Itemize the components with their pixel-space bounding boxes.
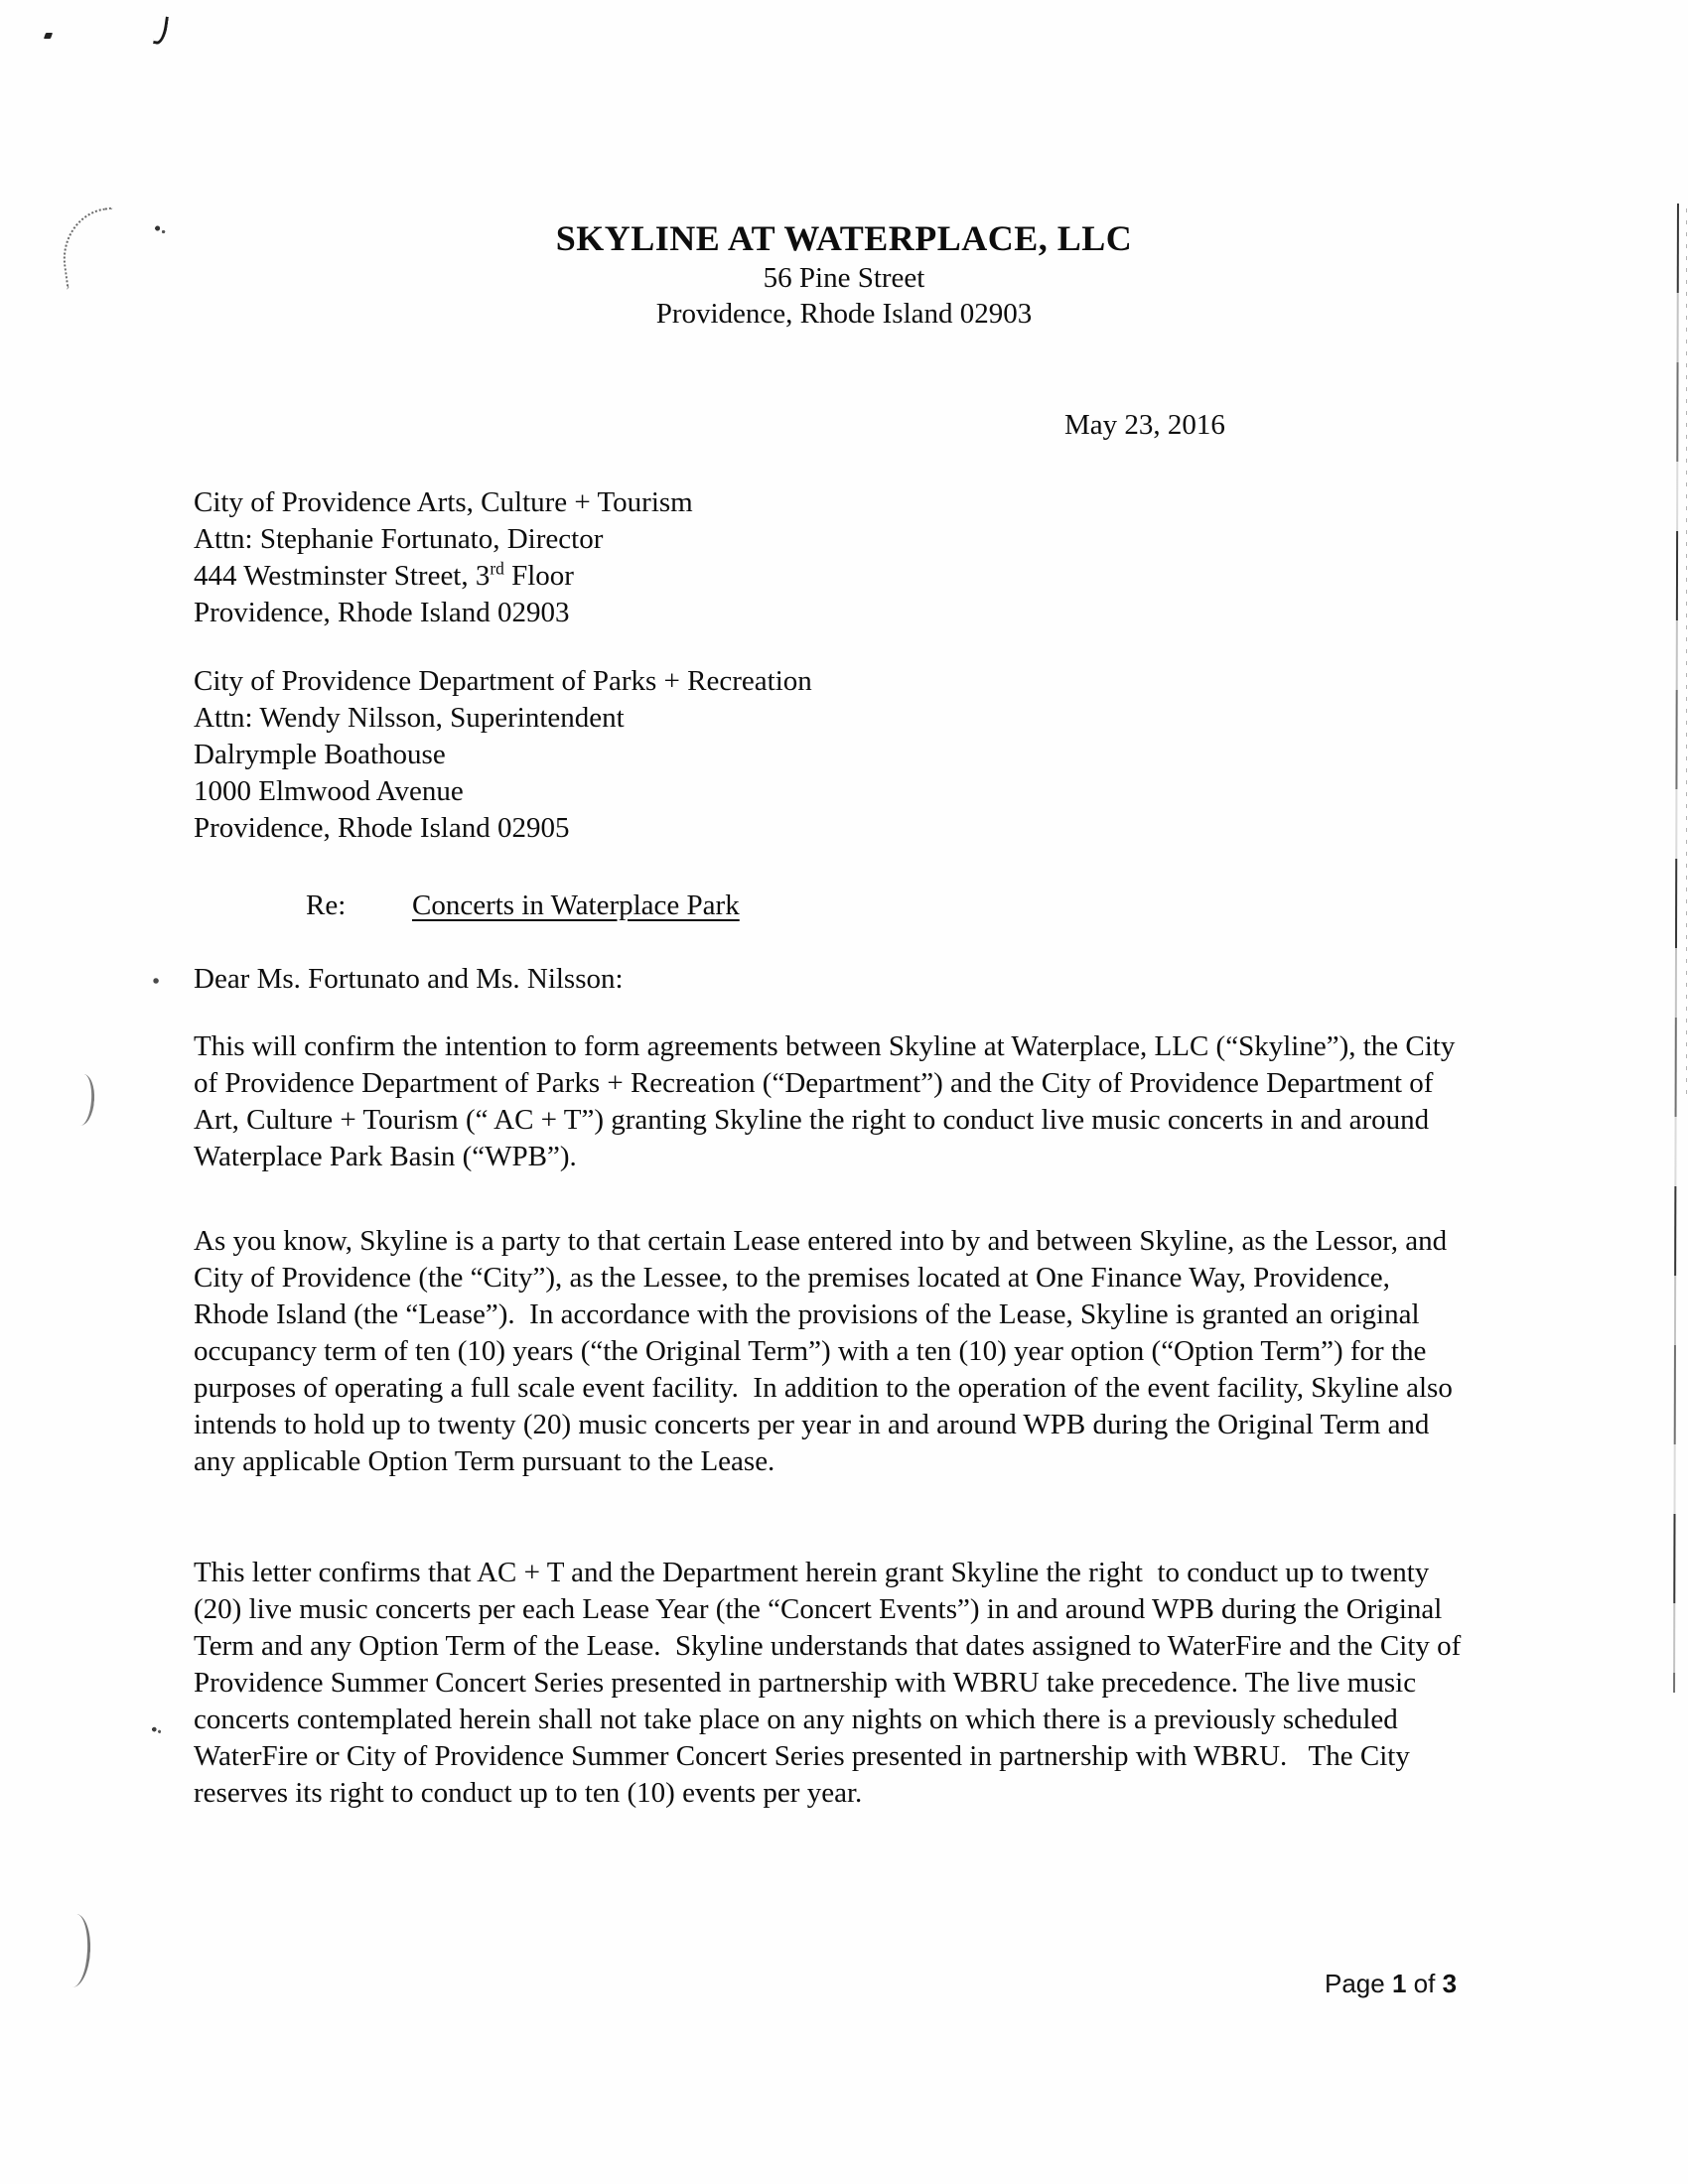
footer-page-word: Page (1325, 1969, 1385, 1998)
body-paragraph-3: This letter confirms that AC + T and the Department herein grant Skyline the right to conduct up to twenty (20) live music concerts per each Lease Year (the “Concert Events”) in and around WPB during the Original Term and any Option Term of the Lease. Skyline understands that dates assigned to WaterFire and the City of Providence Summer Concert Series presented in partnership with WBRU take precedence. The live music concerts contemplated herein shall not take place on any nights on which there is a previously scheduled WaterFire or City of Providence Summer Concert Series presented in partnership with WBRU. The City reserves its right to conduct up to ten (10) events per year. (194, 1557, 1469, 1809)
recipient-block-arts-culture-tourism (194, 484, 693, 631)
letter-date: May 23, 2016 (1064, 409, 1225, 441)
footer-page-number: 1 (1391, 1969, 1407, 1998)
letterhead-street: 56 Pine Street (763, 262, 925, 294)
scan-artifact-speck-middle (152, 977, 161, 985)
ordinal-suffix: rd (490, 558, 504, 579)
recipient-street: 444 Westminster Street, 3rd Floor (194, 558, 574, 592)
recipient-building: Dalrymple Boathouse (194, 739, 446, 770)
recipient-attn: Attn: Stephanie Fortunato, Director (194, 523, 604, 555)
scan-artifact-vertical-line-faint (1686, 208, 1687, 1102)
re-line (306, 889, 740, 922)
recipient-block-parks-recreation (194, 663, 812, 847)
footer-page-total: 3 (1442, 1969, 1458, 1998)
letterhead-city-state-zip: Providence, Rhode Island 02903 (655, 298, 1033, 330)
re-subject: Concerts in Waterplace Park (412, 889, 740, 921)
scan-artifact-dot (44, 33, 53, 39)
body-paragraph-1: This will confirm the intention to form agreements between Skyline at Waterplace, LLC (“Skyline”), the City of Providence Department of Parks + Recreation (“Department”) and the City of Providence Department of Art, Culture + Tourism (“ AC + T”) granting Skyline the right to conduct live music concerts in and around Waterplace Park Basin (“WPB”). (194, 1030, 1463, 1172)
recipient-city-state-zip: Providence, Rhode Island 02903 (194, 597, 570, 628)
scan-artifact-arc-bottom (64, 1913, 92, 1987)
footer-of-word: of (1413, 1969, 1436, 1998)
recipient-org: City of Providence Arts, Culture + Tourism (194, 486, 693, 518)
scan-artifact-squiggle (153, 15, 169, 45)
scan-artifact-arc-middle (71, 1073, 96, 1126)
page-number-footer (1325, 1969, 1457, 1999)
salutation: Dear Ms. Fortunato and Ms. Nilsson: (194, 963, 624, 995)
company-name: SKYLINE AT WATERPLACE, LLC (555, 218, 1133, 258)
recipient-org: City of Providence Department of Parks + Recreation (194, 665, 812, 697)
body-paragraph-2: As you know, Skyline is a party to that certain Lease entered into by and between Skyline, as the Lessor, and City of Providence (the “City”), as the Lessee, to the premises located at One Finance Way, Providence, Rhode Island (the “Lease”). In accordance with the provisions of the Lease, Skyline is granted an original occupancy term of ten (10) years (“the Original Term”) with a ten (10) year option (“Option Term”) for the purposes of operating a full scale event facility. In addition to the operation of the event facility, Skyline also intends to hold up to twenty (20) music concerts per year in and around WPB during the Original Term and any applicable Option Term pursuant to the Lease. (194, 1225, 1461, 1477)
scan-artifact-vertical-line (1673, 204, 1679, 1693)
re-label: Re: (306, 889, 347, 921)
recipient-attn: Attn: Wendy Nilsson, Superintendent (194, 702, 625, 734)
recipient-city-state-zip: Providence, Rhode Island 02905 (194, 812, 570, 844)
scan-artifact-speck-lower (151, 1725, 162, 1734)
letterhead (0, 216, 1688, 332)
recipient-street: 1000 Elmwood Avenue (194, 775, 464, 807)
